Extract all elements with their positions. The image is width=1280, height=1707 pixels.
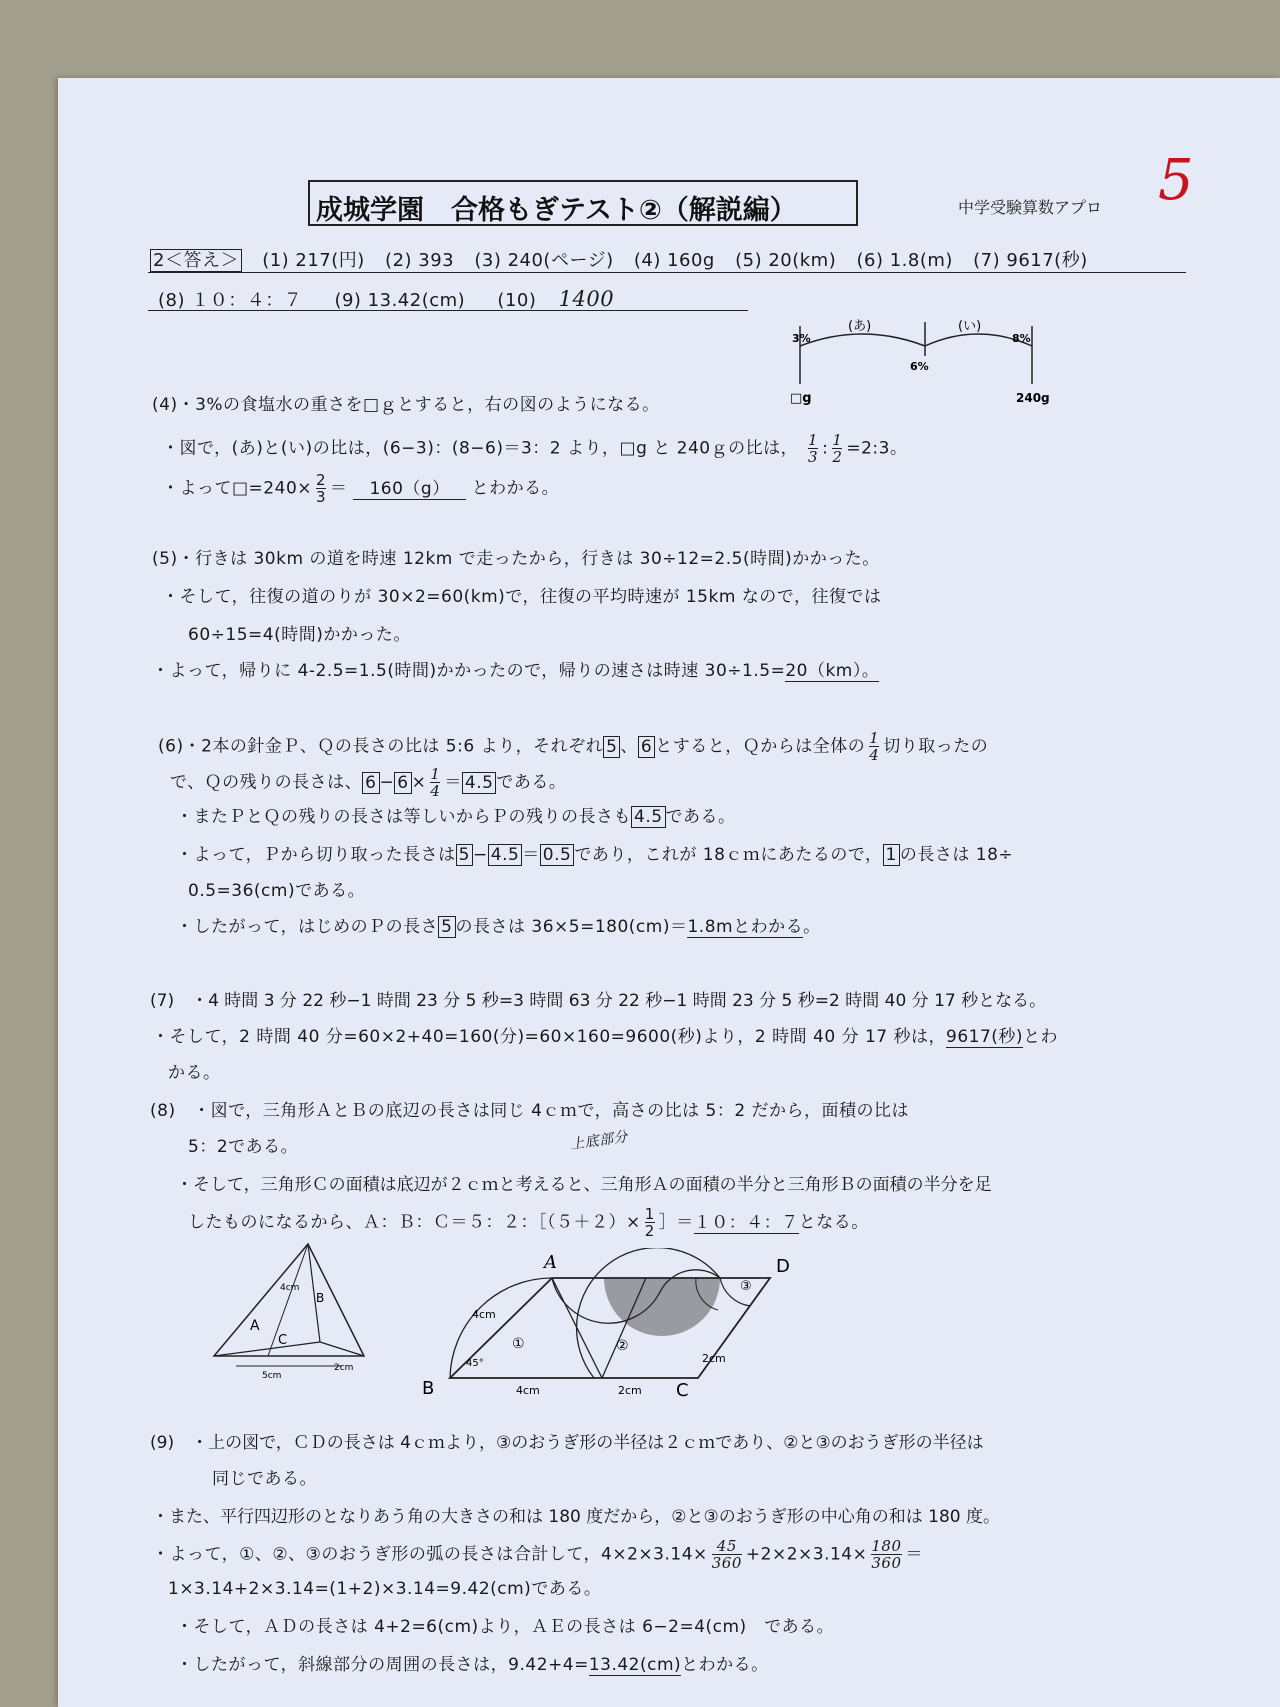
q6-line-2 <box>170 766 566 799</box>
q6-l3b: である。 <box>665 807 736 827</box>
q9-line-5: 1×3.14+2×3.14=(1+2)×3.14=9.42(cm)である。 <box>168 1579 602 1599</box>
q4-line-3-c: とわかる。 <box>471 478 560 499</box>
q8-l4b: ］＝ <box>658 1212 694 1233</box>
q7-line-1: (7) ・4 時間 3 分 22 秒−1 時間 23 分 5 秒=3 時間 63 分 22 秒−1 時間 23 分 5 秒=2 時間 40 分 17 秒となる。 <box>150 991 1047 1011</box>
side-4cm-left: 4cm <box>472 1308 496 1321</box>
answer-2: (2) 393 <box>385 250 455 271</box>
q6-l6b: の長さは 36×5=180(cm)＝ <box>455 917 688 937</box>
q6-l3a: ・またＰとＱの残りの長さは等しいからＰの残りの長さも <box>176 807 631 827</box>
q4-frac-2: $\frac{1}{2}$ <box>832 431 843 466</box>
q4-line-2: ・図で，(あ)と(い)の比は，(6−3)：(8−6)＝3：2 より，□g と 240ｇの比は， $\frac{1}{3}$ : $\frac{1}{2}$ =2:3。 <box>162 431 908 466</box>
q8-handwritten-note: 上底部分 <box>569 1129 629 1153</box>
q6-answer: 1.8mとわかる <box>687 917 804 937</box>
answer-8: (8) １０：４：７ <box>158 290 303 311</box>
answer-7: (7) 9617(秒) <box>973 250 1088 271</box>
q6-line-6 <box>176 912 821 937</box>
answer-1: (1) 217(円) <box>262 250 365 271</box>
tri-len-1: 4cm <box>280 1283 300 1293</box>
q6-box-5: 5 <box>603 736 620 758</box>
answer-rule-1 <box>148 272 1186 273</box>
q6-line-5: 0.5=36(cm)である。 <box>188 881 366 901</box>
triangle-figure <box>208 1240 378 1380</box>
q6-l1c: とすると，Ｑからは全体の <box>655 736 866 757</box>
answer-3: (3) 240(ページ) <box>474 250 614 271</box>
tri-len-2: 5cm <box>262 1371 282 1380</box>
q6-line-3 <box>176 802 736 827</box>
q9-frac-1: $\frac{45}{360}$ <box>711 1537 742 1572</box>
q6-l4-box-5: 5 <box>456 844 473 866</box>
q7-l2a: ・そして，2 時間 40 分=60×2+40=160(分)=60×160=9600(秒)より，2 時間 40 分 17 秒は， <box>152 1027 947 1047</box>
q5-line-4-text: ・よって，帰りに 4-2.5=1.5(時間)かかったので，帰りの速さは時速 30÷1.5= <box>152 661 786 681</box>
q5-line-3: 60÷15=4(時間)かかった。 <box>188 625 411 645</box>
q9-l4b: +2×2×3.14× <box>745 1544 868 1565</box>
answer-5: (5) 20(km) <box>735 250 837 271</box>
q4-frac-1: $\frac{1}{3}$ <box>808 431 819 466</box>
tri-label-c: C <box>278 1333 288 1348</box>
q6-l2-box-45: 4.5 <box>462 772 497 794</box>
q9-l4a: ・よって，①、②、③のおうぎ形の弧の長さは合計して，4×2×3.14× <box>152 1544 708 1565</box>
q7-line-2 <box>152 1022 1058 1047</box>
tri-len-3: 2cm <box>334 1363 354 1373</box>
q8-line-4 <box>188 1206 869 1239</box>
school-name: 中学受験算数アプロ <box>958 198 1103 217</box>
q8-l4c: となる。 <box>798 1212 869 1233</box>
side-2cm-right: 2cm <box>702 1352 726 1365</box>
q9-line-1: (9) ・上の図で，ＣＤの長さは 4ｃｍより，③のおうぎ形の半径は２ｃｍであり、②と③のおうぎ形の半径は <box>150 1433 984 1453</box>
q6-l2c: × <box>411 772 427 793</box>
q6-l4a: ・よって，Ｐから切り取った長さは <box>176 845 456 865</box>
q8-line-2: 5：2である。 <box>188 1137 299 1157</box>
q6-l2e: である。 <box>496 772 567 793</box>
q6-l2b: − <box>379 772 395 793</box>
q6-box-6: 6 <box>638 736 655 758</box>
answer-10-label: (10) <box>497 290 537 311</box>
q4-line-2-end: =2:3。 <box>846 438 908 459</box>
q6-l6c: 。 <box>803 917 821 937</box>
q7-answer: 9617(秒) <box>946 1027 1024 1047</box>
tri-label-a: A <box>250 1318 260 1334</box>
vertex-d: D <box>776 1256 790 1277</box>
label-box-g: □g <box>790 391 812 406</box>
q6-l1b: 、 <box>620 736 638 757</box>
answer-4: (4) 160g <box>633 250 715 271</box>
q6-frac-1: $\frac{1}{4}$ <box>869 729 880 764</box>
mixing-diagram <box>790 314 1050 406</box>
q8-line-1: (8) ・図で，三角形ＡとＢの底辺の長さは同じ 4ｃｍで，高さの比は 5：2 だから，面積の比は <box>150 1101 910 1121</box>
answer-9: (9) 13.42(cm) <box>334 290 466 311</box>
q9-l4c: ＝ <box>905 1544 924 1565</box>
q7-l2b: とわ <box>1023 1027 1059 1047</box>
sector-3-label: ③ <box>740 1279 752 1294</box>
q6-l4-box-45: 4.5 <box>488 844 523 866</box>
q9-line-7 <box>176 1650 769 1675</box>
q6-line-1 <box>158 730 988 763</box>
q6-l4e: の長さは 18÷ <box>899 845 1014 865</box>
q9-line-3: ・また、平行四辺形のとなりあう角の大きさの和は 180 度だから，②と③のおうぎ形の中心角の和は 180 度。 <box>152 1507 1000 1527</box>
q5-line-4 <box>152 656 879 681</box>
q9-frac-2: $\frac{180}{360}$ <box>871 1537 902 1572</box>
q8-line-3: ・そして，三角形Ｃの面積は底辺が２ｃｍと考えると、三角形Ａの面積の半分と三角形Ｂの面積の半分を足 <box>176 1175 992 1195</box>
q9-line-6: ・そして，ＡＤの長さは 4+2=6(cm)より，ＡＥの長さは 6−2=4(cm) である。 <box>176 1617 835 1637</box>
label-8pct: 8% <box>1012 332 1031 345</box>
q6-l2d: ＝ <box>444 772 462 793</box>
vertex-a: A <box>544 1252 557 1273</box>
label-6pct: 6% <box>910 360 929 373</box>
q6-l2-box-6a: 6 <box>362 772 379 794</box>
q5-line-2: ・そして，往復の道のりが 30×2=60(km)で，往復の平均時速が 15km なので，往復では <box>162 587 882 607</box>
label-3pct: 3% <box>792 332 811 345</box>
label-i: (い) <box>958 319 982 334</box>
q4-line-3-a: ・よって□=240× <box>162 478 312 499</box>
q5-line-1: (5)・行きは 30km の道を時速 12km で走ったから，行きは 30÷12=2.5(時間)かかった。 <box>152 549 880 569</box>
sector-1-label: ① <box>512 1336 525 1352</box>
q6-l6a: ・したがって，はじめのＰの長さ <box>176 917 439 937</box>
answer-10: 1400 <box>558 287 615 311</box>
q5-answer: 20（km）。 <box>785 661 880 681</box>
q6-l4-box-05: 0.5 <box>540 844 575 866</box>
q6-l2a: で、Ｑの残りの長さは、 <box>170 772 363 793</box>
q6-l1d: 切り取ったの <box>883 736 989 757</box>
answer-6: (6) 1.8(m) <box>856 250 953 271</box>
q9-l7a: ・したがって，斜線部分の周囲の長さは，9.42+4= <box>176 1655 589 1675</box>
angle-45: 45° <box>466 1358 484 1369</box>
tri-label-b: B <box>316 1291 325 1305</box>
q7-line-3: かる。 <box>168 1063 221 1083</box>
side-2cm-bottom: 2cm <box>618 1384 642 1397</box>
q4-line-3 <box>162 472 559 505</box>
q4-answer: 160（g） <box>353 479 465 500</box>
q8-frac: $\frac{1}{2}$ <box>644 1205 655 1240</box>
q6-line-4 <box>176 840 1013 865</box>
q6-l4-box-1: 1 <box>883 844 900 866</box>
q6-l3-box-45: 4.5 <box>631 806 666 828</box>
q6-l4d: であり，これが 18ｃｍにあたるので， <box>574 845 883 865</box>
q6-l2-box-6b: 6 <box>394 772 411 794</box>
q4-line-3-eq: ＝ <box>330 478 348 499</box>
q6-frac-2: $\frac{1}{4}$ <box>430 765 441 800</box>
label-240g: 240g <box>1016 391 1050 405</box>
document-title: 成城学園 合格もぎテスト②（解説編） <box>308 180 858 226</box>
q9-answer: 13.42(cm) <box>588 1655 682 1675</box>
vertex-c: C <box>676 1380 689 1400</box>
q6-l4c: ＝ <box>522 845 540 865</box>
label-a: (あ) <box>848 319 872 334</box>
q8-l4a: したものになるから、Ａ：Ｂ：Ｃ＝５：２：［（５＋２）× <box>188 1212 641 1233</box>
answer-rule-2 <box>148 310 748 311</box>
q6-l4b: − <box>473 845 488 865</box>
page-number: 5 <box>1158 148 1194 213</box>
q4-line-1: (4)・3%の食塩水の重さを□ｇとすると，右の図のようになる。 <box>152 395 660 415</box>
vertex-b: B <box>422 1378 435 1399</box>
answer-row-1 <box>150 246 1088 272</box>
parallelogram-figure <box>420 1248 800 1400</box>
q6-l6-box-5: 5 <box>438 916 455 938</box>
q4-frac-3: $\frac{2}{3}$ <box>316 471 327 506</box>
q8-answer: １０：４：７ <box>693 1212 799 1233</box>
sector-2-label: ② <box>616 1338 629 1354</box>
q4-line-2-text: ・図で，(あ)と(い)の比は，(6−3)：(8−6)＝3：2 より，□g と 240ｇの比は， <box>162 438 799 459</box>
q9-line-2: 同じである。 <box>212 1469 317 1489</box>
q9-l7b: とわかる。 <box>681 1655 769 1675</box>
q9-line-4 <box>152 1538 923 1571</box>
side-4cm-bottom: 4cm <box>516 1384 540 1397</box>
q6-l1a: (6)・2本の針金Ｐ、Ｑの長さの比は 5:6 より，それぞれ <box>158 736 604 757</box>
answer-label: 2＜答え＞ <box>150 249 242 272</box>
answer-row-2 <box>158 286 614 312</box>
